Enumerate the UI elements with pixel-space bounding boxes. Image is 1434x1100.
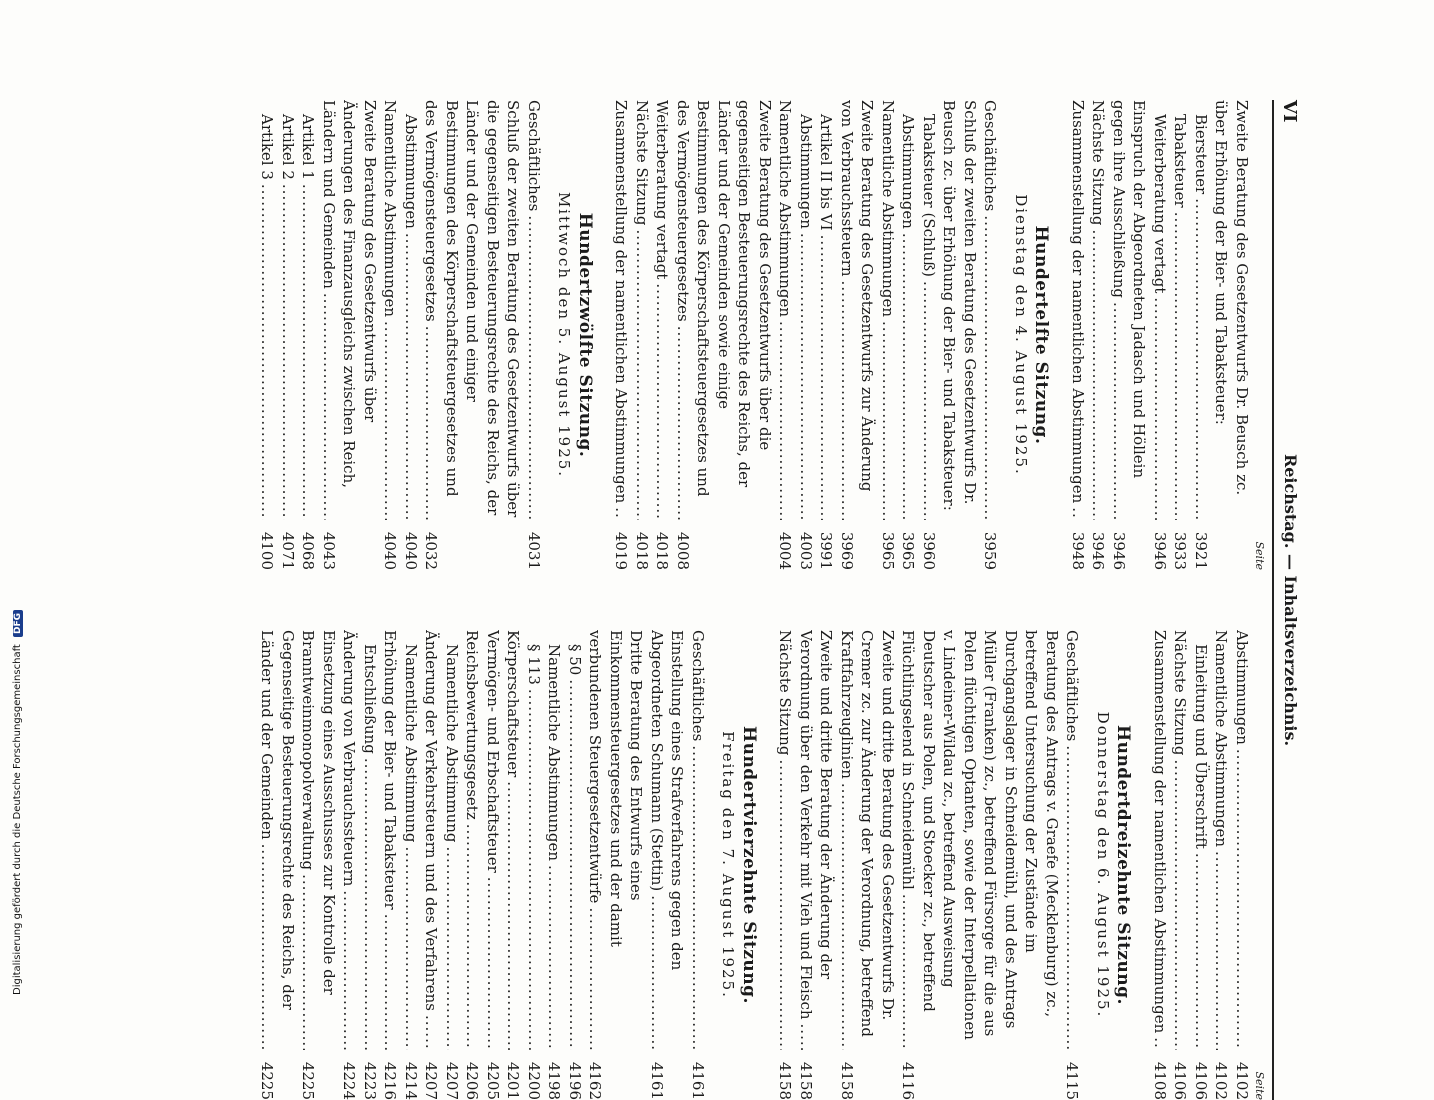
- toc-entry-page: 3946: [1088, 520, 1109, 570]
- toc-entry-page: 4198: [544, 1050, 565, 1100]
- toc-entry-page: 4106: [1170, 1050, 1191, 1100]
- toc-entry: [632, 100, 653, 570]
- toc-entry-page: 4162: [585, 1050, 606, 1100]
- session-date: Donnerstag den 6. August 1925.: [1094, 711, 1112, 1019]
- toc-entry: [652, 100, 673, 570]
- toc-entry-page: 3991: [816, 520, 837, 570]
- toc-entry: [1170, 630, 1191, 1100]
- toc-entry-text: Biersteuer .....: [1191, 100, 1212, 520]
- toc-entry: [1191, 630, 1212, 1100]
- toc-entry-text: Abstimmungen .....: [401, 100, 422, 520]
- toc-entry: [919, 100, 940, 570]
- entry-list: [257, 100, 544, 570]
- toc-entry-text: Erhöhung der Bier- und Tabaksteuer .....: [380, 630, 401, 1050]
- toc-entry-text: Zusammenstellung der namentlichen Abstimmungen .....: [1150, 630, 1171, 1050]
- toc-entry-text: Zweite Beratung des Gesetzentwurfs zur Änderung von Verbrauchssteuern .....: [837, 100, 878, 520]
- left-column: [116, 100, 1266, 570]
- toc-entry: [796, 100, 817, 570]
- toc-entry-text: Dritte Beratung des Entwurfs eines Einkommensteuergesetzes und der damit verbundenen Steuergesetzentwürfe .....: [585, 630, 647, 1050]
- toc-entry-page: 4102: [1211, 1050, 1232, 1100]
- toc-entry-page: 4161: [647, 1050, 668, 1100]
- toc-entry: [421, 630, 442, 1100]
- toc-entry-text: Gegenseitige Besteuerungsrechte des Reichs, der Länder und der Gemeinden .....: [257, 630, 298, 1050]
- entry-list: [611, 100, 1001, 570]
- toc-entry-text: Namentliche Abstimmungen .....: [878, 100, 899, 520]
- toc-entry: [503, 630, 524, 1100]
- toc-entry: [298, 630, 339, 1100]
- toc-entry-text: Zweite und dritte Beratung des Gesetzentwurfs Dr. Cremer zc. zur Änderung der Verordnung, betreffend Kraftfahrzeuglinien .....: [837, 630, 899, 1050]
- toc-entry-page: 4200: [524, 1050, 545, 1100]
- toc-entry-text: Namentliche Abstimmungen .....: [775, 100, 796, 520]
- toc-entry: [1191, 100, 1212, 570]
- seite-label: Seite: [1253, 541, 1266, 570]
- toc-entry: [380, 630, 401, 1100]
- toc-entry-text: Weiterberatung vertagt .....: [652, 100, 673, 520]
- toc-entry: [878, 100, 899, 570]
- toc-entry-page: 4003: [796, 520, 817, 570]
- toc-entry-text: Nächste Sitzung .....: [1170, 630, 1191, 1050]
- toc-entry: [775, 100, 796, 570]
- toc-entry-text: Einspruch der Abgeordneten Jadasch und Höllein gegen ihre Ausschließung .....: [1109, 100, 1150, 520]
- toc-entry-text: § 113 .....: [524, 630, 545, 1050]
- toc-entry: [898, 630, 1062, 1100]
- toc-entry-text: Tabaksteuer (Schluß) .....: [919, 100, 940, 520]
- toc-entry-page: 4018: [632, 520, 653, 570]
- toc-entry-text: Artikel 1 .....: [298, 100, 319, 520]
- toc-entry-page: 3946: [1109, 520, 1130, 570]
- toc-entry-text: Körperschaftsteuer .....: [503, 630, 524, 1050]
- page-number: VI: [1279, 100, 1300, 123]
- toc-entry-page: 3946: [1150, 520, 1171, 570]
- toc-entry-text: Änderung von Verbrauchssteuern .....: [339, 630, 360, 1050]
- toc-entry-page: 4018: [652, 520, 673, 570]
- toc-entry: [401, 630, 422, 1100]
- toc-entry: [421, 100, 524, 570]
- toc-entry-text: Zusammenstellung der namentlichen Abstimmungen .....: [1068, 100, 1089, 520]
- toc-entry: [611, 100, 632, 570]
- toc-entry-text: Abstimmungen .....: [1232, 630, 1253, 1050]
- toc-entry: [939, 100, 980, 570]
- toc-entry-page: 4032: [421, 520, 442, 570]
- toc-entry-page: 4108: [1150, 1050, 1171, 1100]
- toc-entry-text: Abstimmungen .....: [796, 100, 817, 520]
- toc-entry-text: Geschäftliches .....: [688, 630, 709, 1050]
- toc-entry-page: 4106: [1191, 1050, 1212, 1100]
- toc-entry-text: Artikel 3 .....: [257, 100, 278, 520]
- right-column: [116, 630, 1266, 1100]
- toc-entry-text: Beratung des Antrags v. Graefe (Mecklenburg) zc., betreffend Untersuchung der Zustände im Durchgangslager in Schneidemühl, und des Antrags Müller (Franken) zc., betreffend Fürsorge für die aus Polen flüchtigen Optanten, sowie der Interpellationen v. Lindeiner-Wildau zc., betreffend Ausweisung Deutscher aus Polen, und Stoecker zc., betreffend Flüchtlingselend in Schneidemühl .....: [898, 630, 1062, 1050]
- toc-entry-text: Entschließung .....: [360, 630, 381, 1050]
- toc-entry-page: 4214: [401, 1050, 422, 1100]
- toc-entry-page: 3965: [878, 520, 899, 570]
- toc-entry-page: 4004: [775, 520, 796, 570]
- toc-entry-page: 4201: [503, 1050, 524, 1100]
- toc-entry-text: Schluß der zweiten Beratung des Gesetzentwurfs über die gegenseitigen Besteuerungsrechte des Reichs, der Länder und der Gemeinden und einiger Bestimmungen des Körperschaftsteuergesetzes und des Vermögensteuergesetzes .....: [421, 100, 524, 520]
- toc-entry-page: 3965: [898, 520, 919, 570]
- toc-entry: [524, 630, 545, 1100]
- toc-entry-text: Zweite Beratung des Gesetzentwurfs über die gegenseitigen Besteuerungsrechte des Reichs, der Länder und der Gemeinden sowie einige Bestimmungen des Körperschaftsteuergesetzes und des Vermögensteuergesetzes .....: [673, 100, 776, 520]
- toc-entry-page: 4206: [462, 1050, 483, 1100]
- toc-entry-page: 4225: [298, 1050, 319, 1100]
- toc-entry: [837, 100, 878, 570]
- footer-text: Digitalisierung gefördert durch die Deutsche Forschungsgemeinschaft: [12, 644, 23, 995]
- toc-entry-page: 4158: [796, 1050, 817, 1100]
- toc-entry-page: 3969: [837, 520, 858, 570]
- toc-entry-page: 4223: [360, 1050, 381, 1100]
- toc-entry-text: § 50 .....: [565, 630, 586, 1050]
- toc-entry-text: Namentliche Abstimmungen .....: [544, 630, 565, 1050]
- toc-entry-text: Namentliche Abstimmungen .....: [1211, 630, 1232, 1050]
- session-title: Hundertdreizehnte Sitzung.: [1113, 725, 1134, 1005]
- toc-entry-text: Geschäftliches .....: [980, 100, 1001, 520]
- toc-entry: [278, 100, 299, 570]
- toc-entry: [442, 630, 463, 1100]
- toc-entry: [796, 630, 837, 1100]
- toc-entry-text: Zusammenstellung der namentlichen Abstimmungen .....: [611, 100, 632, 520]
- toc-entry-page: 4207: [442, 1050, 463, 1100]
- toc-entry-page: 4225: [257, 1050, 278, 1100]
- toc-entry: [980, 100, 1001, 570]
- toc-entry-page: 4216: [380, 1050, 401, 1100]
- document-page: [100, 100, 1300, 1100]
- toc-entry-page: 4158: [775, 1050, 796, 1100]
- toc-entry: [1150, 630, 1171, 1100]
- toc-entry-page: 4115: [1062, 1050, 1083, 1100]
- toc-entry: [647, 630, 688, 1100]
- toc-entry: [1062, 630, 1083, 1100]
- toc-entry: [1211, 100, 1252, 570]
- page-title: Reichstag. — Inhaltsverzeichnis.: [1281, 453, 1300, 747]
- session-date: Dienstag den 4. August 1925.: [1012, 194, 1030, 476]
- dfg-logo: DFG: [13, 610, 23, 637]
- session-date: Freitag den 7. August 1925.: [719, 731, 738, 999]
- toc-entry-text: Tabaksteuer .....: [1170, 100, 1191, 520]
- toc-entry: [401, 100, 422, 570]
- toc-entry-text: Einsetzung eines Ausschusses zur Kontrolle der Branntweinmonopolverwaltung .....: [298, 630, 339, 1050]
- toc-entry: [688, 630, 709, 1100]
- toc-entry-page: 3959: [980, 520, 1001, 570]
- toc-entry: [816, 100, 837, 570]
- toc-entry-page: 4158: [837, 1050, 858, 1100]
- toc-entry: [360, 630, 381, 1100]
- toc-entry-page: 3948: [1068, 520, 1089, 570]
- toc-entry-page: 3921: [1191, 520, 1212, 570]
- toc-entry-page: 4040: [401, 520, 422, 570]
- toc-entry-page: 4008: [673, 520, 694, 570]
- toc-entry: [524, 100, 545, 570]
- seite-label: Seite: [1253, 1071, 1266, 1100]
- toc-entry-text: Namentliche Abstimmung .....: [442, 630, 463, 1050]
- toc-entry: [1211, 630, 1232, 1100]
- toc-entry: [1109, 100, 1150, 570]
- entry-list: [1150, 630, 1253, 1100]
- toc-entry: [319, 100, 381, 570]
- toc-entry-text: Vermögen- und Erbschaftsteuer .....: [483, 630, 504, 1050]
- toc-entry: [462, 630, 483, 1100]
- toc-entry: [1068, 100, 1089, 570]
- toc-entry-text: Änderung der Verkehrsteuern und des Verfahrens .....: [421, 630, 442, 1050]
- toc-entry: [898, 100, 919, 570]
- toc-entry-page: 4196: [565, 1050, 586, 1100]
- toc-entry: [483, 630, 504, 1100]
- toc-entry-text: Nächste Sitzung .....: [1088, 100, 1109, 520]
- toc-entry: [565, 630, 586, 1100]
- toc-entry-page: 4100: [257, 520, 278, 570]
- toc-entry-text: Namentliche Abstimmungen .....: [380, 100, 401, 520]
- toc-entry: [1088, 100, 1109, 570]
- toc-entry-text: Geschäftliches .....: [524, 100, 545, 520]
- toc-entry-page: 4040: [380, 520, 401, 570]
- toc-entry-text: Reichsbewertungsgesetz .....: [462, 630, 483, 1050]
- toc-entry: [837, 630, 899, 1100]
- toc-entry-page: 4043: [319, 520, 340, 570]
- session-title: Hundertzwölfte Sitzung.: [575, 212, 595, 458]
- toc-entry-text: Zweite Beratung des Gesetzentwurfs Dr. Beusch zc. über Erhöhung der Bier- und Tabaksteuer:: [1212, 100, 1251, 496]
- toc-entry: [380, 100, 401, 570]
- toc-entry-text: Zweite Beratung des Gesetzentwurfs über Änderungen des Finanzausgleichs zwischen Reich, Ländern und Gemeinden .....: [319, 100, 381, 520]
- toc-entry-page: 4031: [524, 520, 545, 570]
- toc-entry-page: 4161: [688, 1050, 709, 1100]
- toc-entry: [1170, 100, 1191, 570]
- session-title: Hundertelfte Sitzung.: [1031, 225, 1052, 445]
- toc-entry-text: Einleitung und Überschrift .....: [1191, 630, 1212, 1050]
- toc-entry: [1232, 630, 1253, 1100]
- toc-entry: [673, 100, 776, 570]
- toc-entry-text: Schluß der zweiten Beratung des Gesetzentwurfs Dr. Beusch zc. über Erhöhung der Bier- und Tabaksteuer:: [940, 100, 979, 511]
- toc-entry-text: Einstellung eines Strafverfahrens gegen den Abgeordneten Schumann (Stettin) .....: [647, 630, 688, 1050]
- session-date: Mittwoch den 5. August 1925.: [555, 191, 574, 479]
- page-header: [1272, 100, 1300, 1100]
- entry-list: [775, 630, 1083, 1100]
- toc-entry: [257, 100, 278, 570]
- session-title: Hundertvierzehnte Sitzung.: [739, 726, 759, 1004]
- toc-entry: [544, 630, 565, 1100]
- digitization-footer: [12, 610, 23, 995]
- toc-entry-page: 4102: [1232, 1050, 1253, 1100]
- toc-entry: [585, 630, 647, 1100]
- entry-list: [257, 630, 708, 1100]
- toc-entry-text: Geschäftliches .....: [1062, 630, 1083, 1050]
- toc-entry-text: Nächste Sitzung .....: [775, 630, 796, 1050]
- toc-entry-page: 4019: [611, 520, 632, 570]
- toc-entry: [339, 630, 360, 1100]
- toc-entry: [257, 630, 298, 1100]
- toc-entry-page: 4224: [339, 1050, 360, 1100]
- toc-entry-page: 4205: [483, 1050, 504, 1100]
- toc-entry-page: 4116: [898, 1050, 919, 1100]
- toc-entry-text: Nächste Sitzung .....: [632, 100, 653, 520]
- toc-entry: [1150, 100, 1171, 570]
- toc-entry: [775, 630, 796, 1100]
- toc-entry-text: Zweite und dritte Beratung der Änderung der Verordnung über den Verkehr mit Vieh und Fleisch .....: [796, 630, 837, 1050]
- toc-entry: [298, 100, 319, 570]
- toc-entry-page: 4207: [421, 1050, 442, 1100]
- toc-entry-page: 4068: [298, 520, 319, 570]
- toc-entry-text: Weiterberatung vertagt .....: [1150, 100, 1171, 520]
- toc-entry-text: Artikel II bis VI .....: [816, 100, 837, 520]
- entry-list: [1068, 100, 1253, 570]
- toc-entry-page: 3933: [1170, 520, 1191, 570]
- toc-entry-page: 3960: [919, 520, 940, 570]
- toc-entry-text: Artikel 2 .....: [278, 100, 299, 520]
- toc-entry-page: 4071: [278, 520, 299, 570]
- toc-entry-text: Namentliche Abstimmung .....: [401, 630, 422, 1050]
- toc-entry-text: Abstimmungen .....: [898, 100, 919, 520]
